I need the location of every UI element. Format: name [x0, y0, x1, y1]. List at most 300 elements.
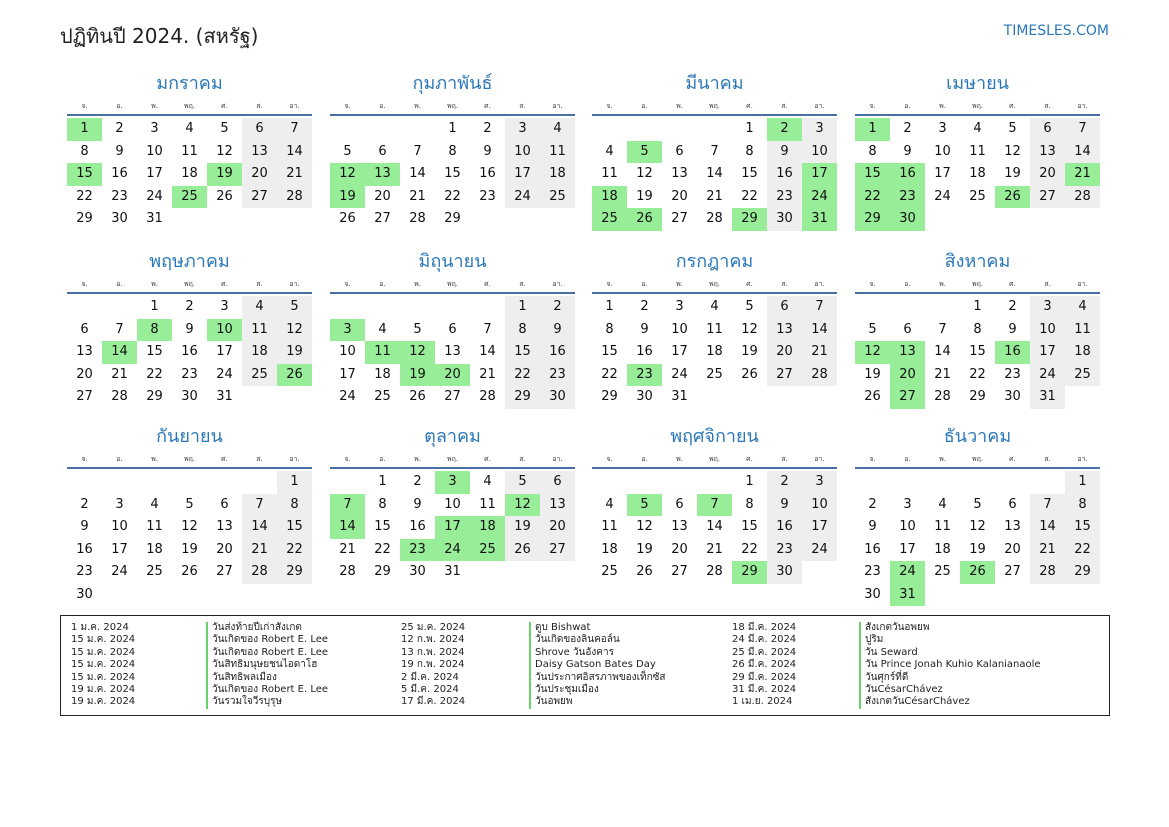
day-cell[interactable]: 6 — [242, 118, 277, 141]
day-cell[interactable]: 3 — [220, 299, 229, 314]
day-cell[interactable]: 22 — [505, 364, 540, 387]
day-cell[interactable]: 15 — [505, 341, 540, 364]
day-cell[interactable]: 10 — [339, 344, 356, 359]
day-cell[interactable]: 30 — [636, 389, 653, 404]
day-cell[interactable]: 16 — [767, 163, 802, 186]
day-cell[interactable]: 7 — [115, 321, 124, 337]
day-cell[interactable]: 28 — [706, 564, 723, 579]
day-cell[interactable]: 2 — [185, 299, 194, 314]
holiday-day[interactable]: 25 — [592, 208, 627, 231]
day-cell[interactable]: 8 — [745, 143, 754, 159]
holiday-day[interactable]: 25 — [172, 186, 207, 209]
day-cell[interactable]: 13 — [671, 519, 688, 534]
day-cell[interactable]: 22 — [1065, 539, 1100, 562]
day-cell[interactable]: 29 — [505, 386, 540, 409]
day-cell[interactable]: 21 — [339, 541, 356, 557]
day-cell[interactable]: 22 — [741, 188, 758, 204]
day-cell[interactable]: 10 — [934, 143, 951, 159]
holiday-day[interactable]: 5 — [627, 141, 662, 164]
holiday-day[interactable]: 26 — [627, 208, 662, 231]
day-cell[interactable]: 11 — [1065, 319, 1100, 342]
day-cell[interactable]: 14 — [706, 166, 723, 181]
day-cell[interactable]: 25 — [706, 366, 723, 382]
holiday-day[interactable]: 13 — [890, 341, 925, 364]
day-cell[interactable]: 10 — [899, 519, 916, 534]
day-cell[interactable]: 23 — [767, 539, 802, 562]
holiday-day[interactable]: 19 — [400, 364, 435, 387]
day-cell[interactable]: 1 — [448, 121, 457, 136]
day-cell[interactable]: 20 — [242, 163, 277, 186]
holiday-day[interactable]: 14 — [102, 341, 137, 364]
day-cell[interactable]: 27 — [242, 186, 277, 209]
day-cell[interactable]: 11 — [540, 141, 575, 164]
day-cell[interactable]: 17 — [505, 163, 540, 186]
holiday-day[interactable]: 19 — [207, 163, 242, 186]
day-cell[interactable]: 4 — [938, 496, 947, 512]
day-cell[interactable]: 7 — [277, 118, 312, 141]
day-cell[interactable]: 31 — [671, 389, 688, 404]
day-cell[interactable]: 2 — [483, 121, 492, 136]
day-cell[interactable]: 19 — [969, 541, 986, 557]
holiday-day[interactable]: 20 — [890, 364, 925, 387]
day-cell[interactable]: 7 — [483, 321, 492, 337]
day-cell[interactable]: 9 — [1008, 321, 1017, 337]
day-cell[interactable]: 13 — [444, 344, 461, 359]
day-cell[interactable]: 2 — [413, 474, 422, 489]
day-cell[interactable]: 16 — [479, 166, 496, 181]
day-cell[interactable]: 13 — [216, 519, 233, 534]
day-cell[interactable]: 22 — [374, 541, 391, 557]
day-cell[interactable]: 30 — [864, 586, 881, 602]
day-cell[interactable]: 14 — [242, 516, 277, 539]
holiday-day[interactable]: 1 — [855, 118, 890, 141]
day-cell[interactable]: 5 — [745, 299, 754, 314]
day-cell[interactable]: 21 — [1030, 539, 1065, 562]
day-cell[interactable]: 28 — [706, 211, 723, 226]
day-cell[interactable]: 4 — [1065, 296, 1100, 319]
day-cell[interactable]: 1 — [378, 474, 387, 489]
holiday-day[interactable]: 27 — [890, 386, 925, 409]
day-cell[interactable]: 17 — [1030, 341, 1065, 364]
day-cell[interactable]: 13 — [1004, 519, 1021, 534]
day-cell[interactable]: 24 — [216, 366, 233, 382]
day-cell[interactable]: 3 — [1030, 296, 1065, 319]
day-cell[interactable]: 3 — [115, 496, 124, 512]
day-cell[interactable]: 25 — [146, 564, 163, 579]
day-cell[interactable]: 29 — [146, 389, 163, 404]
day-cell[interactable]: 7 — [1065, 118, 1100, 141]
day-cell[interactable]: 5 — [973, 496, 982, 512]
day-cell[interactable]: 8 — [973, 321, 982, 337]
day-cell[interactable]: 31 — [146, 211, 163, 226]
day-cell[interactable]: 19 — [505, 516, 540, 539]
holiday-day[interactable]: 15 — [855, 163, 890, 186]
day-cell[interactable]: 17 — [934, 166, 951, 181]
day-cell[interactable]: 19 — [741, 344, 758, 359]
day-cell[interactable]: 21 — [242, 539, 277, 562]
day-cell[interactable]: 16 — [767, 516, 802, 539]
day-cell[interactable]: 16 — [636, 344, 653, 359]
day-cell[interactable]: 2 — [80, 496, 89, 512]
day-cell[interactable]: 13 — [767, 319, 802, 342]
day-cell[interactable]: 18 — [969, 166, 986, 181]
day-cell[interactable]: 6 — [675, 496, 684, 512]
day-cell[interactable]: 1 — [605, 299, 614, 314]
day-cell[interactable]: 4 — [540, 118, 575, 141]
day-cell[interactable]: 3 — [802, 471, 837, 494]
day-cell[interactable]: 24 — [934, 188, 951, 204]
day-cell[interactable]: 21 — [934, 366, 951, 382]
day-cell[interactable]: 9 — [483, 143, 492, 159]
day-cell[interactable]: 15 — [277, 516, 312, 539]
day-cell[interactable]: 9 — [903, 143, 912, 159]
day-cell[interactable]: 4 — [150, 496, 159, 512]
day-cell[interactable]: 11 — [181, 143, 198, 159]
day-cell[interactable]: 20 — [216, 541, 233, 557]
day-cell[interactable]: 7 — [710, 143, 719, 159]
day-cell[interactable]: 3 — [675, 299, 684, 314]
day-cell[interactable]: 20 — [374, 188, 391, 204]
day-cell[interactable]: 6 — [448, 321, 457, 337]
brand-link[interactable]: TIMESLES.COM — [1003, 23, 1109, 39]
day-cell[interactable]: 24 — [339, 389, 356, 404]
day-cell[interactable]: 3 — [903, 496, 912, 512]
day-cell[interactable]: 8 — [868, 143, 877, 159]
holiday-day[interactable]: 3 — [330, 319, 365, 342]
day-cell[interactable]: 6 — [675, 143, 684, 159]
day-cell[interactable]: 17 — [111, 541, 128, 557]
day-cell[interactable]: 24 — [802, 539, 837, 562]
holiday-day[interactable]: 11 — [365, 341, 400, 364]
day-cell[interactable]: 13 — [671, 166, 688, 181]
day-cell[interactable]: 18 — [374, 366, 391, 382]
holiday-day[interactable]: 7 — [697, 494, 732, 517]
day-cell[interactable]: 29 — [277, 561, 312, 584]
day-cell[interactable]: 9 — [185, 321, 194, 337]
holiday-day[interactable]: 13 — [365, 163, 400, 186]
day-cell[interactable]: 19 — [864, 366, 881, 382]
day-cell[interactable]: 22 — [601, 366, 618, 382]
day-cell[interactable]: 15 — [146, 344, 163, 359]
day-cell[interactable]: 10 — [1030, 319, 1065, 342]
holiday-day[interactable]: 31 — [802, 208, 837, 231]
day-cell[interactable]: 5 — [1008, 121, 1017, 136]
day-cell[interactable]: 16 — [111, 166, 128, 181]
holiday-day[interactable]: 31 — [890, 584, 925, 607]
holiday-day[interactable]: 24 — [802, 186, 837, 209]
day-cell[interactable]: 8 — [505, 319, 540, 342]
day-cell[interactable]: 12 — [741, 321, 758, 337]
day-cell[interactable]: 30 — [767, 208, 802, 231]
day-cell[interactable]: 4 — [483, 474, 492, 489]
holiday-day[interactable]: 15 — [67, 163, 102, 186]
day-cell[interactable]: 12 — [277, 319, 312, 342]
day-cell[interactable]: 30 — [540, 386, 575, 409]
day-cell[interactable]: 18 — [242, 341, 277, 364]
day-cell[interactable]: 6 — [540, 471, 575, 494]
day-cell[interactable]: 4 — [710, 299, 719, 314]
day-cell[interactable]: 28 — [277, 186, 312, 209]
holiday-day[interactable]: 14 — [330, 516, 365, 539]
day-cell[interactable]: 3 — [802, 118, 837, 141]
holiday-day[interactable]: 17 — [435, 516, 470, 539]
day-cell[interactable]: 26 — [741, 366, 758, 382]
day-cell[interactable]: 17 — [339, 366, 356, 382]
day-cell[interactable]: 31 — [444, 564, 461, 579]
day-cell[interactable]: 18 — [601, 541, 618, 557]
day-cell[interactable]: 17 — [899, 541, 916, 557]
day-cell[interactable]: 5 — [343, 143, 352, 159]
day-cell[interactable]: 20 — [76, 366, 93, 382]
holiday-day[interactable]: 19 — [330, 186, 365, 209]
day-cell[interactable]: 20 — [671, 541, 688, 557]
day-cell[interactable]: 29 — [601, 389, 618, 404]
day-cell[interactable]: 22 — [741, 541, 758, 557]
day-cell[interactable]: 16 — [409, 519, 426, 534]
day-cell[interactable]: 4 — [605, 496, 614, 512]
day-cell[interactable]: 18 — [540, 163, 575, 186]
day-cell[interactable]: 4 — [242, 296, 277, 319]
day-cell[interactable]: 6 — [1008, 496, 1017, 512]
day-cell[interactable]: 23 — [540, 364, 575, 387]
day-cell[interactable]: 11 — [601, 166, 618, 181]
day-cell[interactable]: 17 — [671, 344, 688, 359]
day-cell[interactable]: 27 — [374, 211, 391, 226]
day-cell[interactable]: 28 — [242, 561, 277, 584]
day-cell[interactable]: 15 — [741, 166, 758, 181]
day-cell[interactable]: 18 — [181, 166, 198, 181]
holiday-day[interactable]: 2 — [767, 118, 802, 141]
day-cell[interactable]: 27 — [671, 211, 688, 226]
day-cell[interactable]: 22 — [146, 366, 163, 382]
day-cell[interactable]: 5 — [868, 321, 877, 337]
day-cell[interactable]: 24 — [1030, 364, 1065, 387]
day-cell[interactable]: 22 — [76, 188, 93, 204]
day-cell[interactable]: 15 — [601, 344, 618, 359]
holiday-day[interactable]: 26 — [277, 364, 312, 387]
day-cell[interactable]: 28 — [802, 364, 837, 387]
day-cell[interactable]: 5 — [185, 496, 194, 512]
day-cell[interactable]: 16 — [181, 344, 198, 359]
day-cell[interactable]: 2 — [767, 471, 802, 494]
day-cell[interactable]: 22 — [969, 366, 986, 382]
day-cell[interactable]: 26 — [339, 211, 356, 226]
day-cell[interactable]: 23 — [1004, 366, 1021, 382]
day-cell[interactable]: 28 — [1065, 186, 1100, 209]
day-cell[interactable]: 31 — [1030, 386, 1065, 409]
day-cell[interactable]: 9 — [868, 519, 877, 534]
day-cell[interactable]: 8 — [448, 143, 457, 159]
holiday-day[interactable]: 8 — [137, 319, 172, 342]
day-cell[interactable]: 21 — [277, 163, 312, 186]
day-cell[interactable]: 30 — [1004, 389, 1021, 404]
day-cell[interactable]: 11 — [146, 519, 163, 534]
day-cell[interactable]: 19 — [181, 541, 198, 557]
day-cell[interactable]: 28 — [934, 389, 951, 404]
day-cell[interactable]: 16 — [540, 341, 575, 364]
day-cell[interactable]: 21 — [479, 366, 496, 382]
day-cell[interactable]: 13 — [1030, 141, 1065, 164]
day-cell[interactable]: 11 — [969, 143, 986, 159]
holiday-day[interactable]: 3 — [435, 471, 470, 494]
day-cell[interactable]: 12 — [969, 519, 986, 534]
day-cell[interactable]: 20 — [767, 341, 802, 364]
day-cell[interactable]: 18 — [934, 541, 951, 557]
day-cell[interactable]: 27 — [76, 389, 93, 404]
day-cell[interactable]: 25 — [540, 186, 575, 209]
day-cell[interactable]: 14 — [802, 319, 837, 342]
day-cell[interactable]: 27 — [540, 539, 575, 562]
day-cell[interactable]: 9 — [80, 519, 89, 534]
holiday-day[interactable]: 29 — [732, 208, 767, 231]
holiday-day[interactable]: 24 — [890, 561, 925, 584]
holiday-day[interactable]: 23 — [627, 364, 662, 387]
day-cell[interactable]: 7 — [242, 494, 277, 517]
day-cell[interactable]: 28 — [111, 389, 128, 404]
day-cell[interactable]: 7 — [413, 143, 422, 159]
day-cell[interactable]: 9 — [767, 494, 802, 517]
day-cell[interactable]: 6 — [220, 496, 229, 512]
day-cell[interactable]: 26 — [216, 188, 233, 204]
holiday-day[interactable]: 16 — [890, 163, 925, 186]
day-cell[interactable]: 6 — [1030, 118, 1065, 141]
day-cell[interactable]: 7 — [1030, 494, 1065, 517]
day-cell[interactable]: 30 — [767, 561, 802, 584]
day-cell[interactable]: 27 — [1004, 564, 1021, 579]
holiday-day[interactable]: 22 — [855, 186, 890, 209]
day-cell[interactable]: 2 — [640, 299, 649, 314]
day-cell[interactable]: 23 — [767, 186, 802, 209]
day-cell[interactable]: 13 — [540, 494, 575, 517]
day-cell[interactable]: 29 — [76, 211, 93, 226]
day-cell[interactable]: 25 — [242, 364, 277, 387]
day-cell[interactable]: 25 — [374, 389, 391, 404]
day-cell[interactable]: 27 — [444, 389, 461, 404]
day-cell[interactable]: 14 — [409, 166, 426, 181]
day-cell[interactable]: 6 — [767, 296, 802, 319]
day-cell[interactable]: 14 — [479, 344, 496, 359]
day-cell[interactable]: 8 — [605, 321, 614, 337]
day-cell[interactable]: 29 — [1065, 561, 1100, 584]
day-cell[interactable]: 10 — [505, 141, 540, 164]
day-cell[interactable]: 19 — [636, 188, 653, 204]
holiday-day[interactable]: 23 — [890, 186, 925, 209]
day-cell[interactable]: 28 — [1030, 561, 1065, 584]
day-cell[interactable]: 26 — [409, 389, 426, 404]
day-cell[interactable]: 28 — [339, 564, 356, 579]
day-cell[interactable]: 14 — [934, 344, 951, 359]
day-cell[interactable]: 4 — [973, 121, 982, 136]
day-cell[interactable]: 9 — [413, 496, 422, 512]
day-cell[interactable]: 2 — [903, 121, 912, 136]
day-cell[interactable]: 12 — [636, 519, 653, 534]
holiday-day[interactable]: 24 — [435, 539, 470, 562]
day-cell[interactable]: 6 — [378, 143, 387, 159]
day-cell[interactable]: 18 — [706, 344, 723, 359]
day-cell[interactable]: 24 — [111, 564, 128, 579]
day-cell[interactable]: 28 — [409, 211, 426, 226]
day-cell[interactable]: 11 — [706, 321, 723, 337]
day-cell[interactable]: 9 — [540, 319, 575, 342]
day-cell[interactable]: 3 — [150, 121, 159, 136]
day-cell[interactable]: 14 — [706, 519, 723, 534]
day-cell[interactable]: 27 — [1030, 186, 1065, 209]
day-cell[interactable]: 25 — [934, 564, 951, 579]
day-cell[interactable]: 11 — [479, 496, 496, 512]
day-cell[interactable]: 10 — [802, 494, 837, 517]
day-cell[interactable]: 25 — [601, 564, 618, 579]
day-cell[interactable]: 16 — [864, 541, 881, 557]
holiday-day[interactable]: 18 — [592, 186, 627, 209]
holiday-day[interactable]: 26 — [960, 561, 995, 584]
holiday-day[interactable]: 29 — [732, 561, 767, 584]
day-cell[interactable]: 23 — [181, 366, 198, 382]
day-cell[interactable]: 5 — [413, 321, 422, 337]
holiday-day[interactable]: 7 — [330, 494, 365, 517]
holiday-day[interactable]: 25 — [470, 539, 505, 562]
day-cell[interactable]: 12 — [216, 143, 233, 159]
day-cell[interactable]: 10 — [444, 496, 461, 512]
day-cell[interactable]: 25 — [1065, 364, 1100, 387]
day-cell[interactable]: 1 — [277, 471, 312, 494]
holiday-day[interactable]: 26 — [995, 186, 1030, 209]
day-cell[interactable]: 11 — [601, 519, 618, 534]
day-cell[interactable]: 24 — [671, 366, 688, 382]
day-cell[interactable]: 15 — [1065, 516, 1100, 539]
day-cell[interactable]: 12 — [636, 166, 653, 181]
day-cell[interactable]: 30 — [409, 564, 426, 579]
holiday-day[interactable]: 18 — [470, 516, 505, 539]
day-cell[interactable]: 21 — [706, 188, 723, 204]
day-cell[interactable]: 16 — [76, 541, 93, 557]
day-cell[interactable]: 10 — [671, 321, 688, 337]
day-cell[interactable]: 21 — [706, 541, 723, 557]
holiday-day[interactable]: 5 — [627, 494, 662, 517]
holiday-day[interactable]: 12 — [855, 341, 890, 364]
day-cell[interactable]: 3 — [505, 118, 540, 141]
holiday-day[interactable]: 30 — [890, 208, 925, 231]
day-cell[interactable]: 1 — [973, 299, 982, 314]
day-cell[interactable]: 22 — [277, 539, 312, 562]
day-cell[interactable]: 7 — [938, 321, 947, 337]
day-cell[interactable]: 22 — [444, 188, 461, 204]
day-cell[interactable]: 27 — [671, 564, 688, 579]
day-cell[interactable]: 26 — [636, 564, 653, 579]
holiday-day[interactable]: 10 — [207, 319, 242, 342]
day-cell[interactable]: 4 — [605, 143, 614, 159]
day-cell[interactable]: 7 — [802, 296, 837, 319]
day-cell[interactable]: 2 — [868, 496, 877, 512]
day-cell[interactable]: 26 — [864, 389, 881, 404]
day-cell[interactable]: 17 — [216, 344, 233, 359]
day-cell[interactable]: 18 — [1065, 341, 1100, 364]
holiday-day[interactable]: 12 — [400, 341, 435, 364]
day-cell[interactable]: 6 — [903, 321, 912, 337]
day-cell[interactable]: 14 — [277, 141, 312, 164]
day-cell[interactable]: 8 — [277, 494, 312, 517]
day-cell[interactable]: 25 — [969, 188, 986, 204]
day-cell[interactable]: 9 — [115, 143, 124, 159]
day-cell[interactable]: 19 — [277, 341, 312, 364]
holiday-day[interactable]: 23 — [400, 539, 435, 562]
day-cell[interactable]: 30 — [76, 586, 93, 602]
day-cell[interactable]: 24 — [505, 186, 540, 209]
day-cell[interactable]: 15 — [444, 166, 461, 181]
day-cell[interactable]: 23 — [864, 564, 881, 579]
day-cell[interactable]: 23 — [76, 564, 93, 579]
day-cell[interactable]: 20 — [671, 188, 688, 204]
day-cell[interactable]: 28 — [479, 389, 496, 404]
